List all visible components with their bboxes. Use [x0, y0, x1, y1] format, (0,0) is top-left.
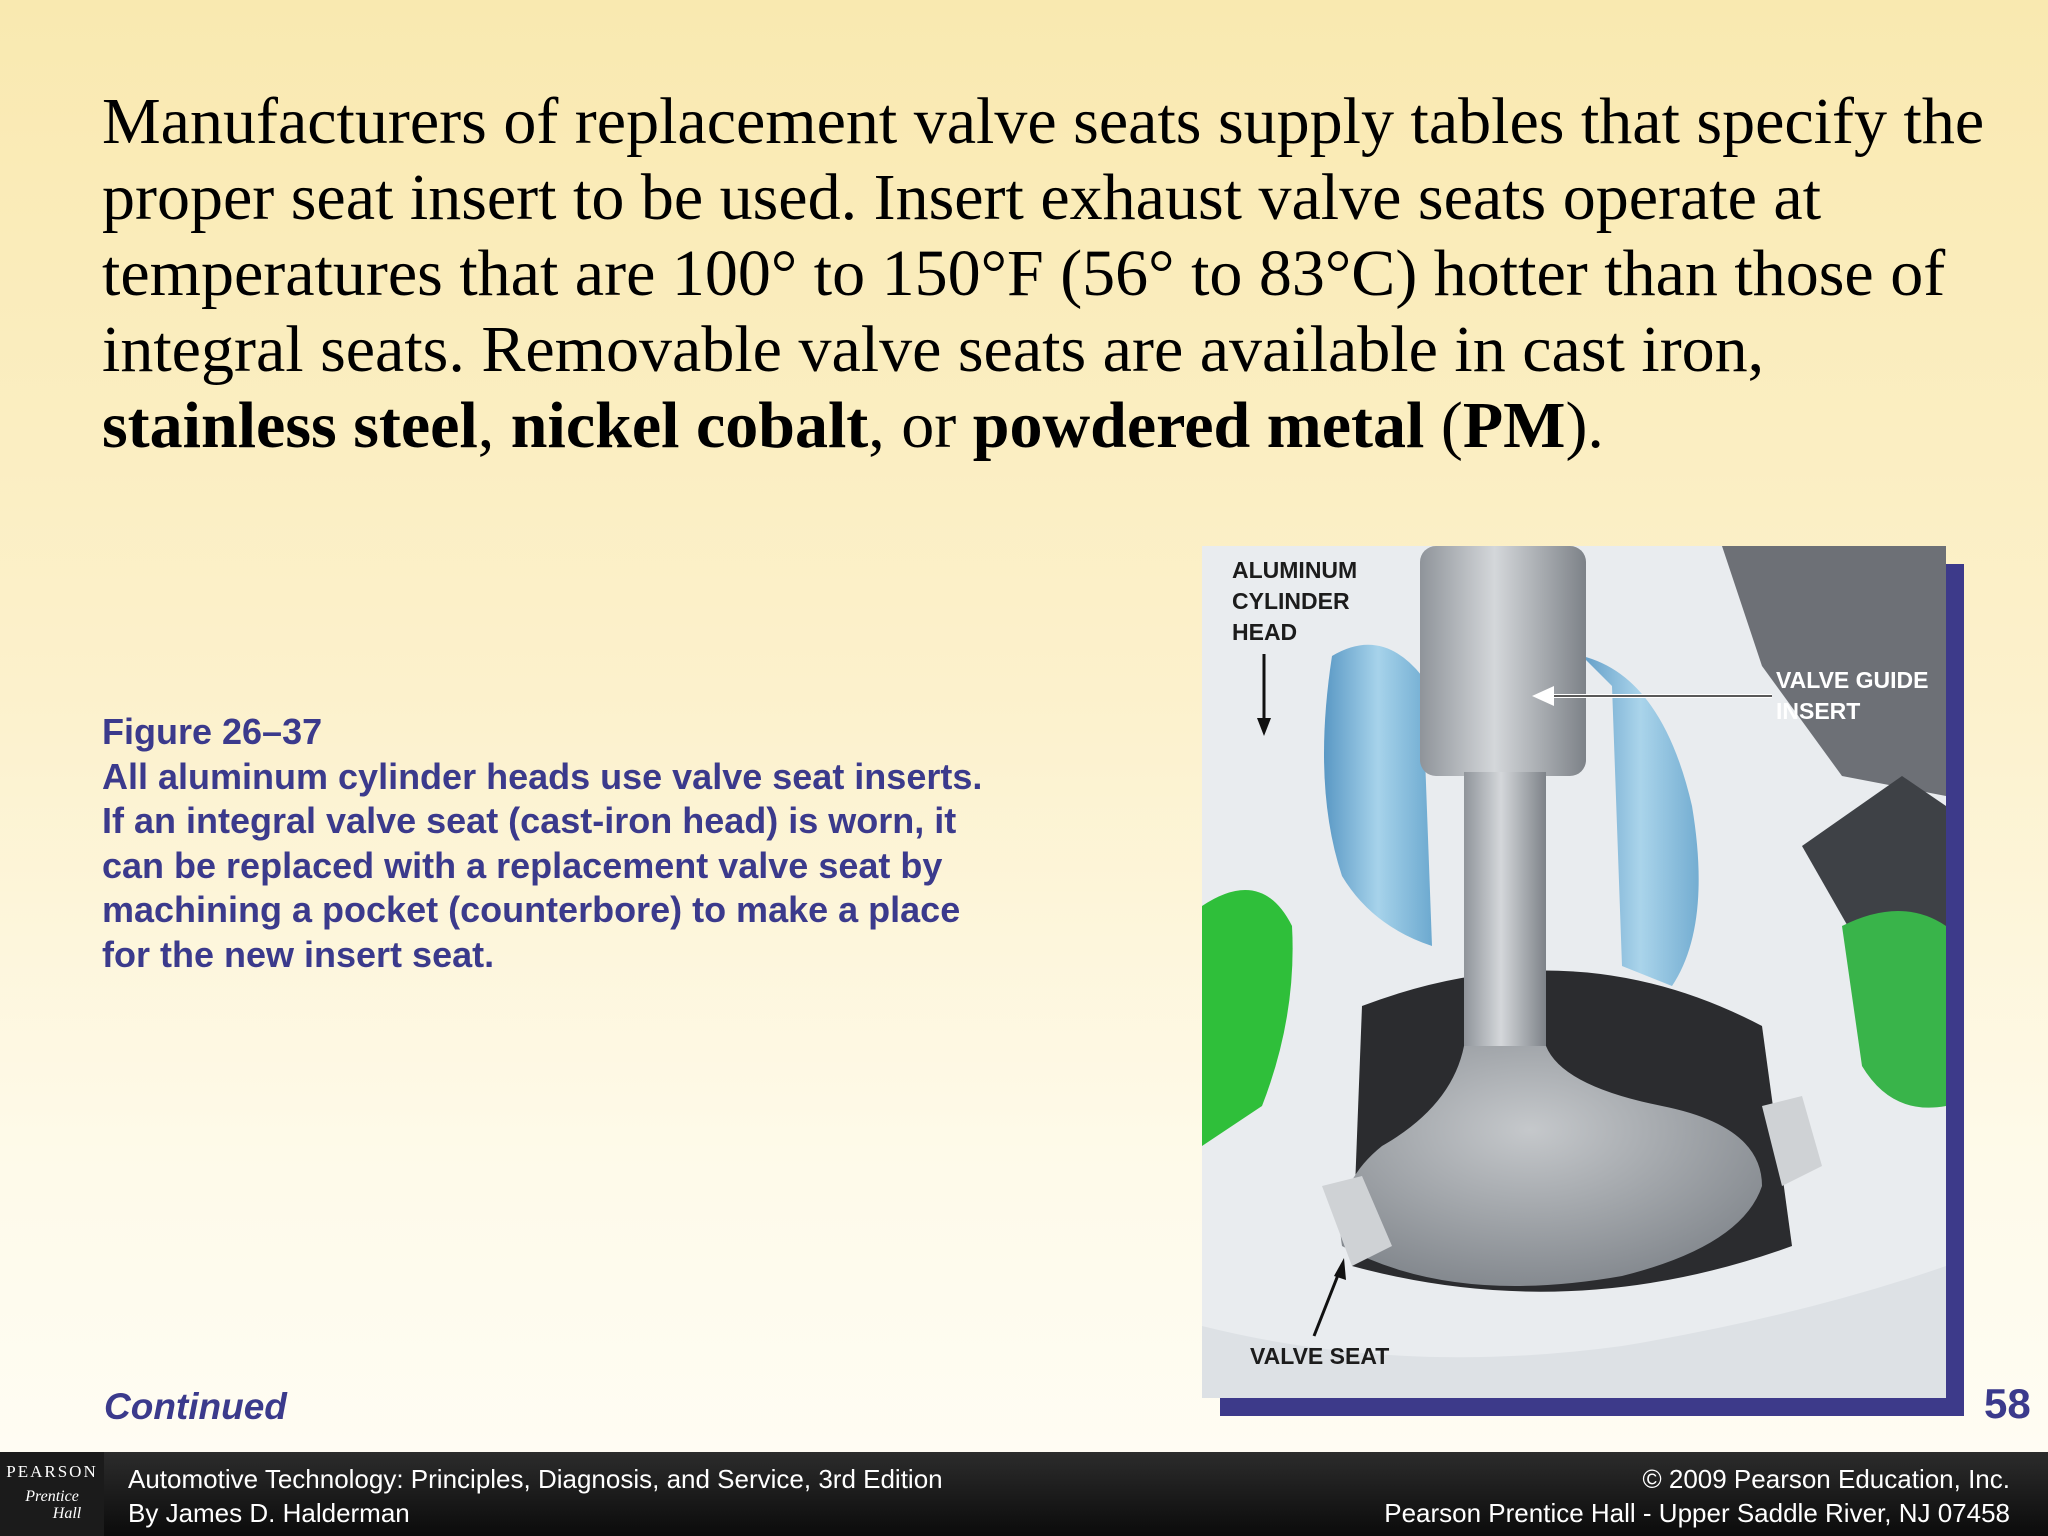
footer-publisher-address: Pearson Prentice Hall - Upper Saddle River, NJ 07458 [1384, 1498, 2010, 1528]
continued-label: Continued [104, 1386, 287, 1427]
caption-line: machining a pocket (counterbore) to make a place [102, 889, 961, 930]
page-number: 58 [1984, 1380, 2031, 1427]
footer-book-info [128, 1462, 943, 1530]
label-aluminum-cylinder-head: ALUMINUM [1232, 557, 1358, 583]
figure-number: Figure 26–37 [102, 711, 323, 752]
term-stainless-steel: stainless steel [102, 389, 478, 462]
label-valve-seat: VALVE SEAT [1250, 1343, 1390, 1369]
valve-seat-photo [1202, 546, 1946, 1398]
body-paragraph: Manufacturers of replacement valve seats supply tables that specify the proper seat insert to be used. Insert exhaust valve seats operate at temperatures that are 100° to 150°F (56° to 83°C) hotter than those of integral seats. Removable valve seats are available in cast iron, stainless steel, nickel cobalt, or powdered metal (PM). [102, 85, 1985, 462]
footer-bar [0, 1452, 2048, 1536]
term-nickel-cobalt: nickel cobalt [510, 389, 869, 462]
svg-text:CYLINDER: CYLINDER [1232, 588, 1350, 614]
term-powdered-metal: powdered metal [972, 389, 1425, 462]
term-pm: PM [1462, 389, 1566, 462]
caption-line: All aluminum cylinder heads use valve seat inserts. [102, 755, 983, 797]
caption-line: for the new insert seat. [102, 933, 495, 975]
footer-author: By James D. Halderman [128, 1498, 410, 1528]
footer-book-title: Automotive Technology: Principles, Diagnosis, and Service, 3rd Edition [128, 1464, 943, 1494]
label-valve-guide-insert: VALVE GUIDE [1776, 667, 1929, 693]
svg-text:HEAD: HEAD [1232, 619, 1298, 645]
caption-line: can be replaced with a replacement valve seat by [102, 844, 943, 886]
pearson-logo: PEARSON Prentice Hall [0, 1452, 104, 1536]
svg-text:INSERT: INSERT [1776, 698, 1861, 724]
caption-line: If an integral valve seat (cast-iron head) is worn, it [102, 800, 957, 841]
footer-copyright: © 2009 Pearson Education, Inc. [1642, 1464, 2010, 1494]
footer-publisher-info [1384, 1462, 2010, 1530]
figure-caption [102, 710, 1102, 977]
